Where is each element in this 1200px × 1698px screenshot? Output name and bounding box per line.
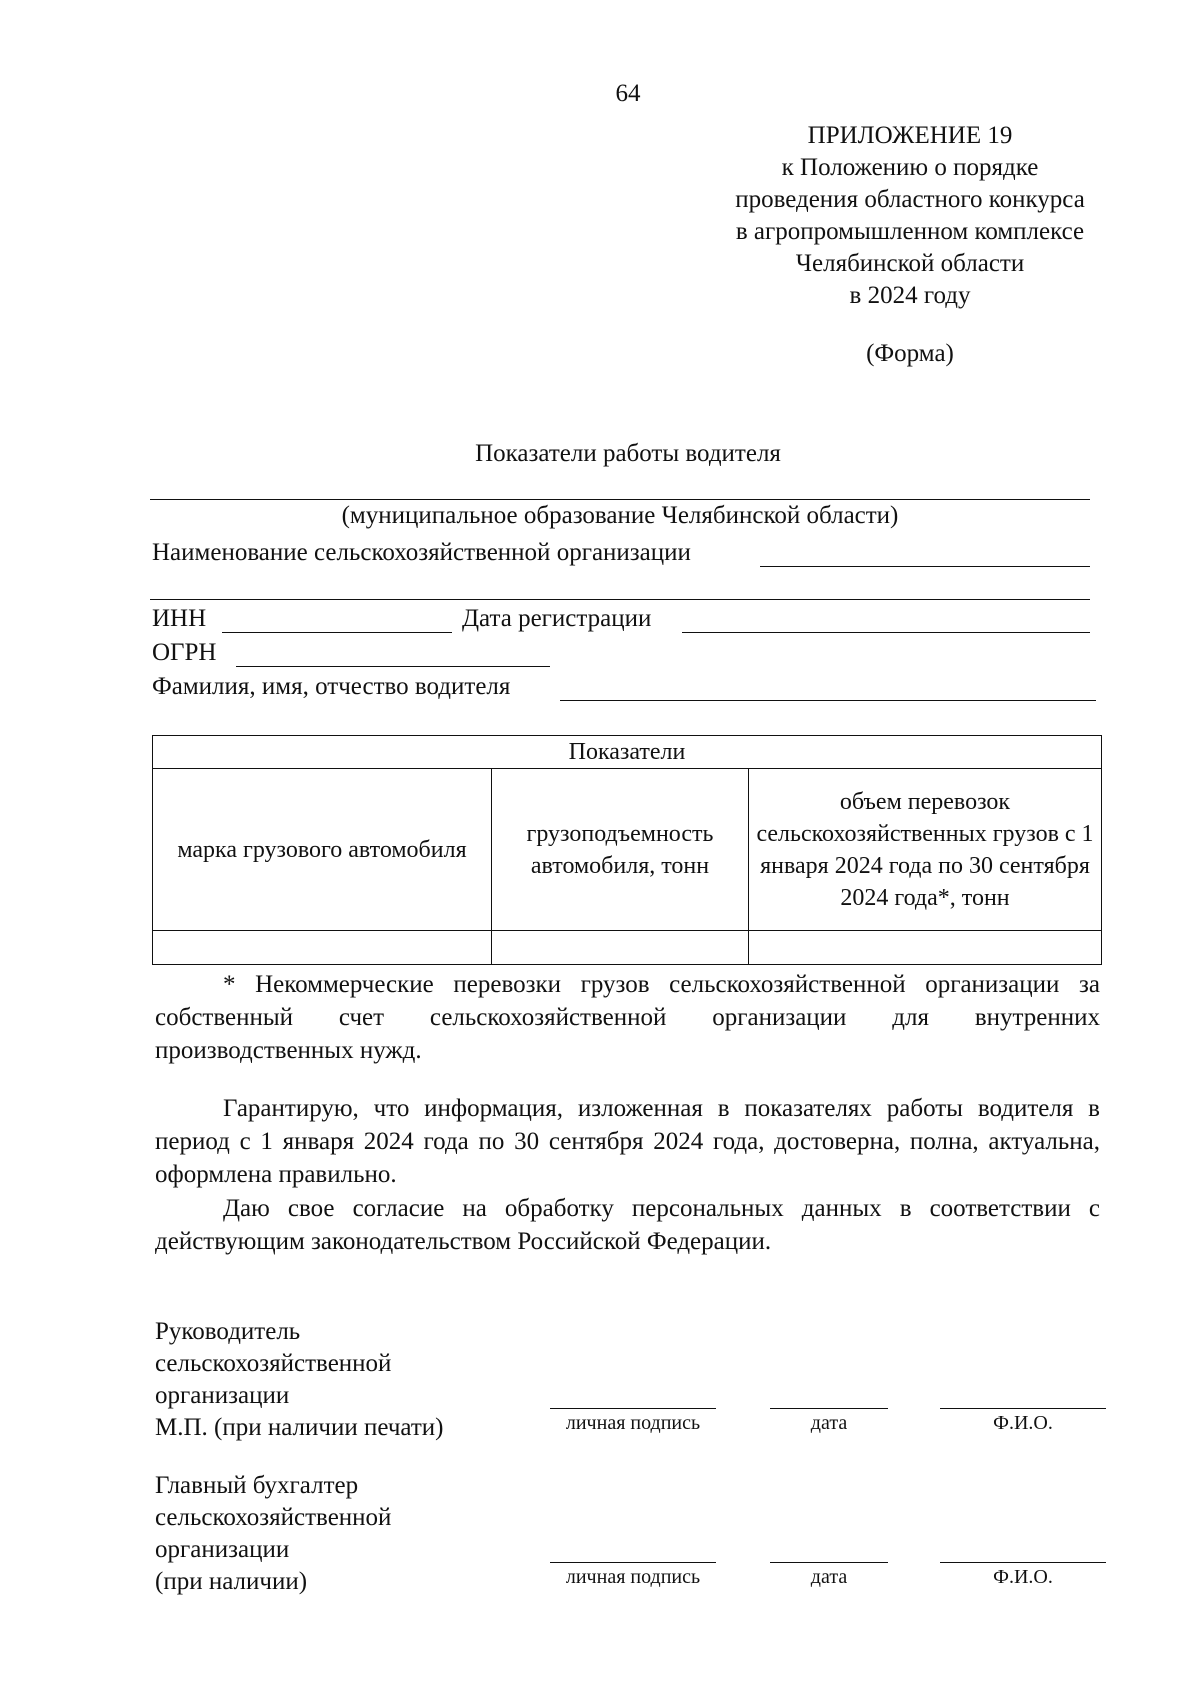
- form-label: (Форма): [866, 340, 954, 367]
- municipality-caption: (муниципальное образование Челябинской области): [341, 502, 899, 529]
- guarantee-paragraph: Гарантирую, что информация, изложенная в показателях работы водителя в период с 1 января 2024 года по 30 сентября 2024 года, достоверна, полна, актуальна, оформлена правильно.: [155, 1095, 1100, 1188]
- inn-label: ИНН: [152, 605, 207, 632]
- appendix-line: в агропромышленном комплексе: [735, 218, 1085, 245]
- appendix-line: Челябинской области: [795, 250, 1025, 277]
- fio-caption: Ф.И.О.: [993, 1412, 1053, 1434]
- organization-name-field-line-2[interactable]: [150, 599, 1090, 600]
- appendix-line: проведения областного конкурса: [735, 186, 1085, 213]
- date-caption: дата: [810, 1566, 848, 1588]
- fio-field-line[interactable]: [940, 1408, 1106, 1409]
- signatory-line: организации: [155, 1382, 290, 1409]
- signature-caption: личная подпись: [565, 1566, 701, 1588]
- driver-name-field-line[interactable]: [560, 700, 1096, 701]
- signature-field-line[interactable]: [550, 1408, 716, 1409]
- table-row: [153, 931, 1102, 965]
- date-field-line[interactable]: [770, 1562, 888, 1563]
- signatory-line: (при наличии): [155, 1568, 308, 1595]
- signature-caption: личная подпись: [565, 1412, 701, 1434]
- indicators-table: [152, 735, 1102, 965]
- inn-field-line[interactable]: [222, 632, 452, 633]
- appendix-line: в 2024 году: [849, 282, 971, 309]
- table-group-header-row: [153, 736, 1102, 769]
- signatory-line: М.П. (при наличии печати): [155, 1414, 444, 1441]
- table-group-header: Показатели: [153, 736, 1102, 769]
- registration-date-field-line[interactable]: [682, 632, 1090, 633]
- signature-field-line[interactable]: [550, 1562, 716, 1563]
- date-caption: дата: [810, 1412, 848, 1434]
- document-title: Показатели работы водителя: [475, 440, 781, 467]
- signature-block-head: [155, 1316, 444, 1444]
- municipality-field-line[interactable]: [150, 499, 1090, 500]
- page-number: 64: [615, 80, 641, 107]
- organization-name-field-line[interactable]: [760, 566, 1090, 567]
- appendix-header: [700, 120, 1120, 370]
- column-load-capacity: грузоподъемность автомобиля, тонн: [492, 769, 749, 931]
- footnote: * Некоммерческие перевозки грузов сельскохозяйственной организации за собственный счет сельскохозяйственной организации для внутренних производственных нужд.: [155, 971, 1100, 1064]
- organization-name-label: Наименование сельскохозяйственной организации: [152, 539, 691, 566]
- signatory-line: организации: [155, 1536, 290, 1563]
- signatory-line: Главный бухгалтер: [155, 1472, 359, 1499]
- signatory-line: Руководитель: [155, 1318, 301, 1345]
- table-cell-truck-brand[interactable]: [153, 931, 492, 965]
- signatory-line: сельскохозяйственной: [155, 1350, 392, 1377]
- table-header-row: [153, 769, 1102, 931]
- table-cell-transport-volume[interactable]: [749, 931, 1102, 965]
- fio-caption: Ф.И.О.: [993, 1566, 1053, 1588]
- driver-name-label: Фамилия, имя, отчество водителя: [152, 673, 511, 700]
- column-truck-brand: марка грузового автомобиля: [153, 769, 492, 931]
- appendix-title: ПРИЛОЖЕНИЕ 19: [807, 122, 1013, 149]
- appendix-line: к Положению о порядке: [781, 154, 1039, 181]
- table-cell-load-capacity[interactable]: [492, 931, 749, 965]
- date-field-line[interactable]: [770, 1408, 888, 1409]
- signature-block-accountant: [155, 1470, 391, 1598]
- column-transport-volume: объем перевозок сельскохозяйственных грузов с 1 января 2024 года по 30 сентября 2024 года*, тонн: [749, 769, 1102, 931]
- consent-paragraph: Даю свое согласие на обработку персональных данных в соответствии с действующим законодательством Российской Федерации.: [155, 1195, 1100, 1255]
- fio-field-line[interactable]: [940, 1562, 1106, 1563]
- registration-date-label: Дата регистрации: [462, 605, 652, 632]
- ogrn-label: ОГРН: [152, 639, 217, 666]
- ogrn-field-line[interactable]: [236, 666, 550, 667]
- signatory-line: сельскохозяйственной: [155, 1504, 392, 1531]
